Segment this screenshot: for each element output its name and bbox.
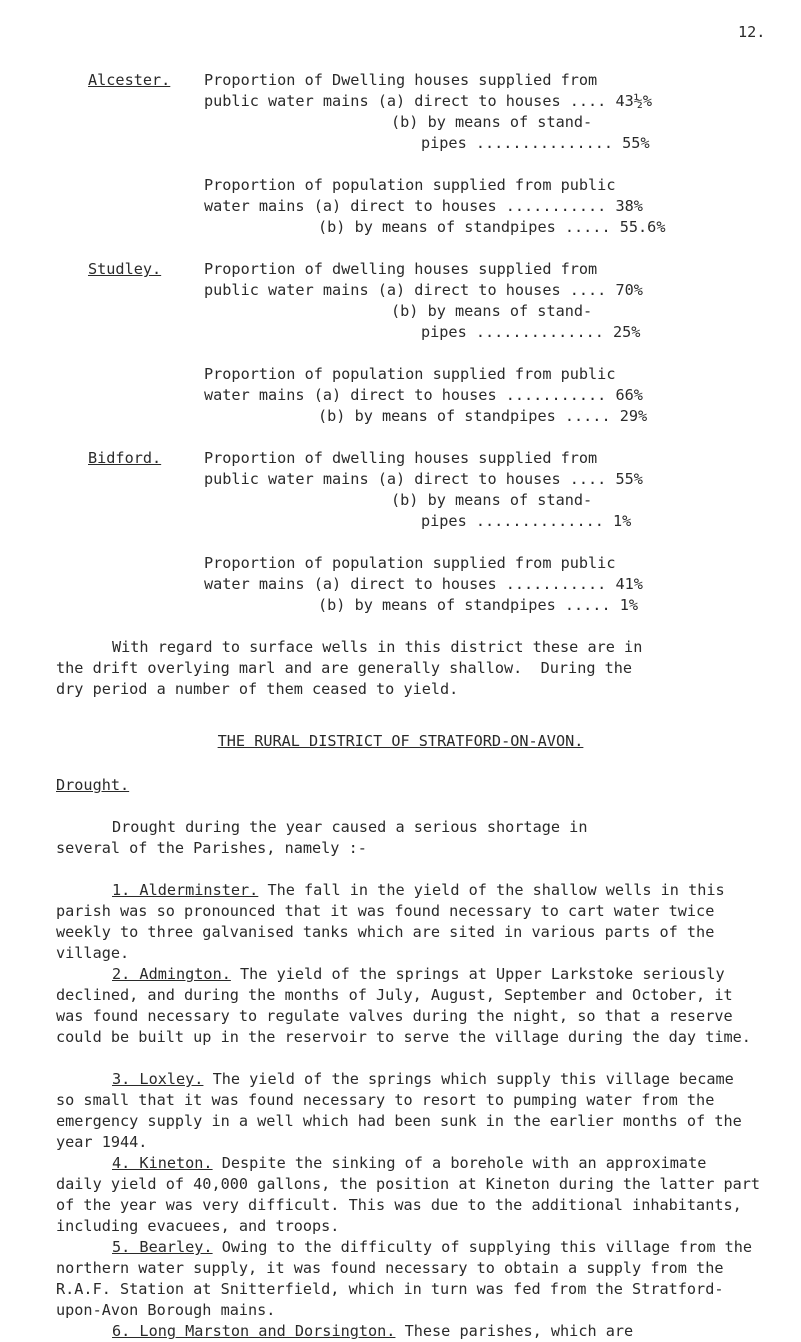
alcester-dwelling-line-4: pipes ............... 55% xyxy=(421,134,650,152)
item-title: 2. Admington. xyxy=(112,965,231,983)
item-body: Despite the sinking of a borehole with an approximate daily yield of 40,000 gallons, the position at Kineton during the latter part of the year was very difficult. This was due to the additional inhabitants, including evacuees, and troops. xyxy=(56,1154,761,1235)
item-title: 5. Bearley. xyxy=(112,1238,213,1256)
item-title: 4. Kineton. xyxy=(112,1154,213,1172)
place-name-studley: Studley. xyxy=(88,260,162,278)
alcester-population-line-2: water mains (a) direct to houses ........... 38% xyxy=(204,197,643,215)
studley-population-line-1: Proportion of population supplied from public xyxy=(204,365,616,383)
studley-dwelling-line-1: Proportion of dwelling houses supplied from xyxy=(204,260,598,278)
item-kineton xyxy=(56,1153,761,1237)
wells-paragraph-line-2: the drift overlying marl and are generally shallow. During the xyxy=(56,659,633,677)
bidford-population-line-3: (b) by means of standpipes ..... 1% xyxy=(318,596,639,614)
bidford-dwelling-line-1: Proportion of dwelling houses supplied from xyxy=(204,449,598,467)
place-name-bidford: Bidford. xyxy=(88,449,162,467)
alcester-population-line-3: (b) by means of standpipes ..... 55.6% xyxy=(318,218,666,236)
page-number: 12. xyxy=(738,23,766,41)
studley-dwelling-line-4: pipes .............. 25% xyxy=(421,323,641,341)
item-loxley xyxy=(56,1069,761,1153)
drought-intro-line-1: Drought during the year caused a serious shortage in xyxy=(112,818,588,836)
place-name-alcester: Alcester. xyxy=(88,71,171,89)
item-title: 6. Long Marston and Dorsington. xyxy=(112,1322,396,1340)
bidford-dwelling-line-2: public water mains (a) direct to houses .... 55% xyxy=(204,470,643,488)
item-admington xyxy=(56,964,761,1048)
wells-paragraph-line-1: With regard to surface wells in this district these are in xyxy=(112,638,643,656)
bidford-population-line-2: water mains (a) direct to houses ........... 41% xyxy=(204,575,643,593)
item-title: 1. Alderminster. xyxy=(112,881,259,899)
bidford-dwelling-line-3: (b) by means of stand- xyxy=(391,491,593,509)
studley-dwelling-line-2: public water mains (a) direct to houses .... 70% xyxy=(204,281,643,299)
drought-intro-line-2: several of the Parishes, namely :- xyxy=(56,839,367,857)
bidford-population-line-1: Proportion of population supplied from public xyxy=(204,554,616,572)
studley-population-line-3: (b) by means of standpipes ..... 29% xyxy=(318,407,648,425)
item-body: The yield of the springs which supply this village became so small that it was found necessary to resort to pumping water from the emergency supply in a well which had been sunk in the earlier months of the year 1944. xyxy=(56,1070,742,1151)
alcester-dwelling-line-2: public water mains (a) direct to houses .... 43½% xyxy=(204,92,653,110)
item-alderminster xyxy=(56,880,761,964)
wells-paragraph-line-3: dry period a number of them ceased to yield. xyxy=(56,680,459,698)
item-body: The fall in the yield of the shallow wells in this parish was so pronounced that it was found necessary to cart water twice weekly to three galvanised tanks which are sited in various parts of the village. xyxy=(56,881,725,962)
studley-population-line-2: water mains (a) direct to houses ........... 66% xyxy=(204,386,643,404)
bidford-dwelling-line-4: pipes .............. 1% xyxy=(421,512,632,530)
drought-heading: Drought. xyxy=(56,776,130,794)
item-body: These parishes, which are xyxy=(395,1322,634,1340)
item-body: The yield of the springs at Upper Larkstoke seriously declined, and during the months of July, August, September and October, it was found necessary to regulate valves during the night, so that a reserve could be built up in the reservoir to serve the village during the day time. xyxy=(56,965,751,1046)
item-bearley xyxy=(56,1237,761,1321)
item-title: 3. Loxley. xyxy=(112,1070,204,1088)
studley-dwelling-line-3: (b) by means of stand- xyxy=(391,302,593,320)
section-heading: THE RURAL DISTRICT OF STRATFORD-ON-AVON. xyxy=(217,732,584,750)
alcester-population-line-1: Proportion of population supplied from public xyxy=(204,176,616,194)
alcester-dwelling-line-3: (b) by means of stand- xyxy=(391,113,593,131)
item-body: Owing to the difficulty of supplying this village from the northern water supply, it was found necessary to obtain a supply from the R.A.F. Station at Snitterfield, which in turn was fed from the Stratford-upon-Avon Borough mains. xyxy=(56,1238,753,1319)
alcester-dwelling-line-1: Proportion of Dwelling houses supplied from xyxy=(204,71,598,89)
